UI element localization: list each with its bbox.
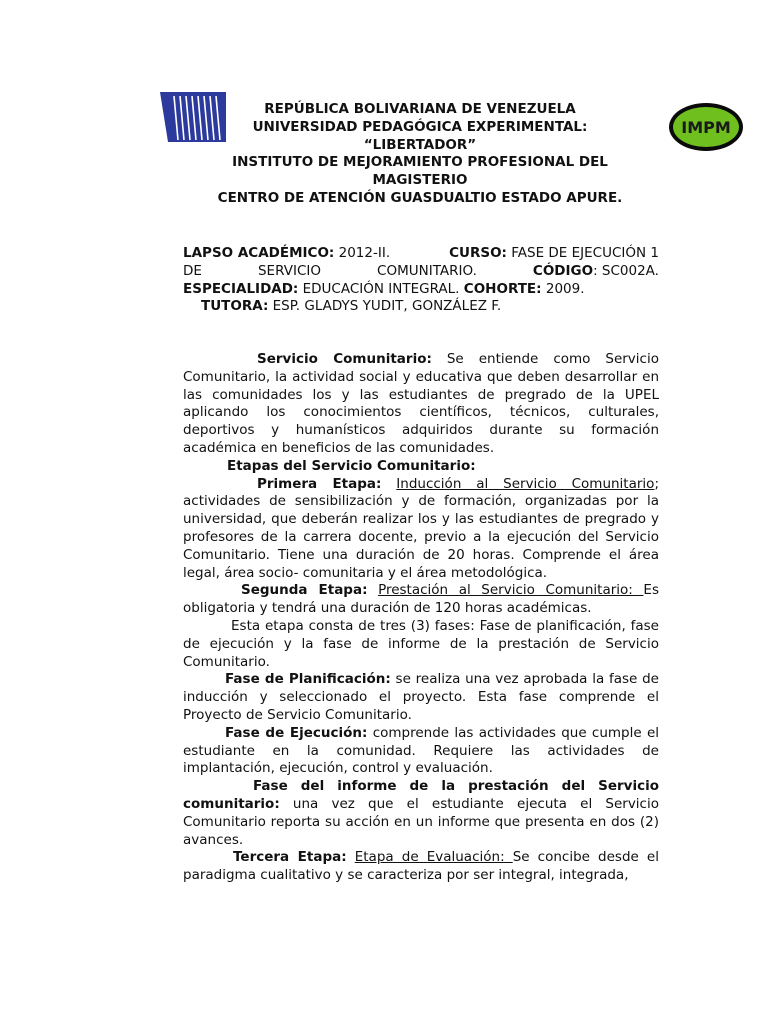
lapso-value: 2012-II. [338, 245, 391, 261]
p5-text: Esta etapa consta de tres (3) fases: Fase de planificación, fase de ejecución y la fase de informe de la prestación de Servicio Comunitario. [183, 617, 659, 670]
codigo-value: : SC002A. [593, 262, 659, 279]
header-line-4: INSTITUTO DE MEJORAMIENTO PROFESIONAL DEL [232, 154, 608, 171]
curso-value-2c: COMUNITARIO. [377, 262, 477, 279]
header-line-5: MAGISTERIO [372, 172, 468, 189]
p3-heading: Primera Etapa: [257, 475, 382, 492]
paragraph-fases [183, 618, 659, 671]
cohorte-label: COHORTE: [463, 280, 542, 297]
p4-text: Es obligatoria y tendrá una duración de 120 horas académicas. [183, 582, 659, 617]
info-row-2 [183, 263, 659, 281]
p1-heading: Servicio Comunitario: [257, 351, 432, 367]
p8-text: una vez que el estudiante ejecuta el Servicio Comunitario reporta su acción en un informe que presenta en dos (2) avances. [183, 795, 659, 848]
header-line-2: UNIVERSIDAD PEDAGÓGICA EXPERIMENTAL: [252, 118, 588, 135]
info-row-4 [183, 298, 659, 316]
p7-heading: Fase de Ejecución: [225, 724, 368, 741]
paragraph-primera-etapa [183, 476, 659, 583]
paragraph-tercera-etapa [183, 849, 659, 885]
impm-logo-text: IMPM [681, 118, 731, 137]
curso-value-1: FASE DE EJECUCIÓN 1 [511, 245, 659, 261]
p1-text: Se entiende como Servicio Comunitario, la actividad social y educativa que deben desarrollar en las comunidades los y las estudiantes de pregrado de la UPEL aplicando los conocimientos científicos, técnicos, culturales, deportivos y humanísticos adquiridos durante su formación académica en beneficios de las comunidades. [183, 351, 659, 456]
p6-heading: Fase de Planificación: [225, 671, 391, 688]
paragraph-fase-planificacion [183, 671, 659, 724]
tutora-value: ESP. GLADYS YUDIT, GONZÁLEZ F. [272, 298, 502, 315]
paragraph-etapas [183, 458, 659, 476]
info-row-1 [183, 245, 659, 263]
p4-underlined: Prestación al Servicio Comunitario: [378, 582, 644, 599]
p8-heading: Fase del informe de la prestación del Servicio comunitario: [183, 778, 659, 812]
lapso-label: LAPSO ACADÉMICO: [183, 245, 335, 261]
course-info [183, 245, 659, 316]
p6-text: se realiza una vez aprobada la fase de inducción y seleccionado el proyecto. Esta fase comprende el Proyecto de Servicio Comunitario. [183, 671, 659, 723]
paragraph-segunda-etapa [183, 582, 659, 618]
p9-text: Se concibe desde el paradigma cualitativo y se caracteriza por ser integral, integrada, [183, 849, 659, 884]
curso-value-2a: DE [183, 262, 202, 279]
p3-underlined: Inducción al Servicio Comunitario [396, 475, 655, 492]
header-line-3: “LIBERTADOR” [363, 136, 477, 153]
especialidad-label: ESPECIALIDAD: [183, 280, 299, 297]
header-line-1: REPÚBLICA BOLIVARIANA DE VENEZUELA [264, 101, 576, 117]
paragraph-fase-informe [183, 778, 659, 849]
curso-value-2b: SERVICIO [257, 262, 321, 279]
header-line-6: CENTRO DE ATENCIÓN GUASDUALTIO ESTADO APURE. [217, 189, 623, 206]
tutora-label: TUTORA: [201, 298, 269, 315]
especialidad-value: EDUCACIÓN INTEGRAL. [302, 280, 460, 297]
institution-header [180, 101, 660, 208]
document-body [183, 351, 659, 885]
p9-heading: Tercera Etapa: [233, 849, 347, 866]
curso-label: CURSO: [449, 245, 507, 261]
info-row-3 [183, 281, 659, 299]
paragraph-fase-ejecucion [183, 725, 659, 778]
impm-logo-icon [668, 102, 744, 152]
p9-underlined: Etapa de Evaluación: [354, 849, 513, 866]
p4-heading: Segunda Etapa: [241, 582, 368, 599]
p3-text: ; actividades de sensibilización y de formación, organizadas por la universidad, que deberán realizar los y las estudiantes de pregrado y profesores de la carrera docente, previo a la ejecución del Servicio Comunitario. Tiene una duración de 20 horas. Comprende el área legal, área socio- comunitaria y el área metodológica. [183, 475, 659, 581]
cohorte-value: 2009. [545, 280, 585, 297]
paragraph-servicio-comunitario [183, 351, 659, 458]
codigo-label: CÓDIGO [532, 262, 594, 279]
p2-heading: Etapas del Servicio Comunitario: [227, 457, 476, 474]
p7-text: comprende las actividades que cumple el estudiante en la comunidad. Requiere las actividades de implantación, ejecución, control y evaluación. [183, 724, 660, 777]
